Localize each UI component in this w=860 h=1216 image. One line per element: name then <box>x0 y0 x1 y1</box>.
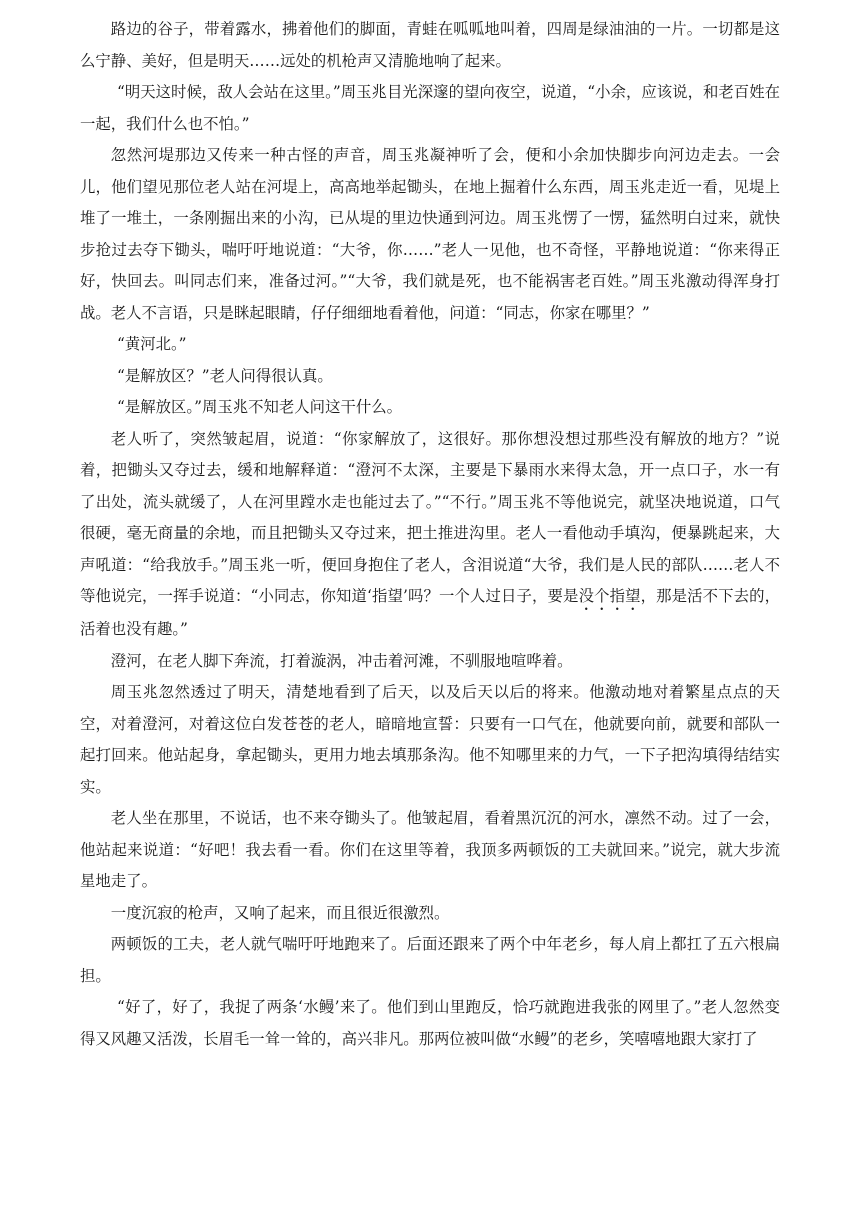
paragraph: “好了，好了，我捉了两条‘水鳗’来了。他们到山里跑反，恰巧就跑进我张的网里了。”老人忽然变得又风趣又活泼，长眉毛一耸一耸的，高兴非凡。那两位被叫做“水鳗”的老乡，笑嘻嘻地跟大家打了 <box>80 998 780 1048</box>
paragraph: “黄河北。” <box>116 335 187 353</box>
paragraph: 路边的谷子，带着露水，拂着他们的脚面，青蛙在呱呱地叫着，四周是绿油油的一片。一切都是这么宁静、美好，但是明天……远处的机枪声又清脆地响了起来。 <box>80 20 780 70</box>
text-run: ，那是活不下去的，活着也没有趣。” <box>80 587 780 638</box>
text-run: 老人听了，突然皱起眉，说道：“你家解放了，这很好。那你想没想过那些没有解放的地方？”说着，把锄头又夺过去，缓和地解释道：“澄河不太深，主要是下暴雨水来得太急，开一点口子，水一有了出处，流头就缓了，人在河里蹚水走也能过去了。”“不行。”周玉兆不等他说完，就坚决地说道，口气很硬，毫无商量的余地，而且把锄头又夺过来，把土推进沟里。老人一看他动手填沟，便暴跳起来，大声吼道：“给我放手。”周玉兆一听，便回身抱住了老人，含泪说道“大爷，我们是人民的部队……老人不等他说完，一挥手说道：“小同志，你知道‘指望’吗？一个人过日子，要是 <box>80 429 780 605</box>
paragraph: “是解放区。”周玉兆不知老人问这干什么。 <box>116 398 403 416</box>
paragraph: 老人坐在那里，不说话，也不来夺锄头了。他皱起眉，看着黑沉沉的河水，凛然不动。过了一会，他站起来说道：“好吧！我去看一看。你们在这里等着，我顶多两顿饭的工夫就回来。”说完，就大步流星地走了。 <box>80 809 780 890</box>
paragraph: 澄河，在老人脚下奔流，打着漩涡，冲击着河滩，不驯服地喧哗着。 <box>110 651 573 670</box>
paragraph <box>80 424 780 646</box>
story-text <box>80 14 780 1055</box>
paragraph: “明天这时候，敌人会站在这里。”周玉兆目光深邃的望向夜空，说道，“小余，应该说，和老百姓在一起，我们什么也不怕。” <box>80 83 780 133</box>
emphasized-phrase: 没个指望 <box>578 587 641 605</box>
paragraph: 一度沉寂的枪声，又响了起来，而且很近很激烈。 <box>110 903 450 922</box>
paragraph: 忽然河堤那边又传来一种古怪的声音，周玉兆凝神听了会，便和小余加快脚步向河边走去。一会儿，他们望见那位老人站在河堤上，高高地举起锄头，在地上掘着什么东西，周玉兆走近一看，见堤上堆了一堆土，一条刚掘出来的小沟，已从堤的里边快通到河边。周玉兆愣了一愣，猛然明白过来，就快步抢过去夺下锄头，喘吁吁地说道：“大爷，你……”老人一见他，也不奇怪，平静地说道：“你来得正好，快回去。叫同志们来，准备过河。”“大爷，我们就是死，也不能祸害老百姓。”周玉兆激动得浑身打战。老人不言语，只是眯起眼睛，仔仔细细地看着他，问道：“同志，你家在哪里？” <box>80 146 780 322</box>
paragraph: “是解放区？”老人问得很认真。 <box>116 366 333 385</box>
paragraph: 两顿饭的工夫，老人就气喘吁吁地跑来了。后面还跟来了两个中年老乡，每人肩上都扛了五六根扁担。 <box>80 935 780 985</box>
paragraph: 周玉兆忽然透过了明天，清楚地看到了后天，以及后天以后的将来。他激动地对着繁星点点的天空，对着澄河，对着这位白发苍苍的老人，暗暗地宣誓：只要有一口气在，他就要向前，就要和部队一起打回来。他站起身，拿起锄头，更用力地去填那条沟。他不知哪里来的力气，一下子把沟填得结结实实。 <box>80 683 780 796</box>
